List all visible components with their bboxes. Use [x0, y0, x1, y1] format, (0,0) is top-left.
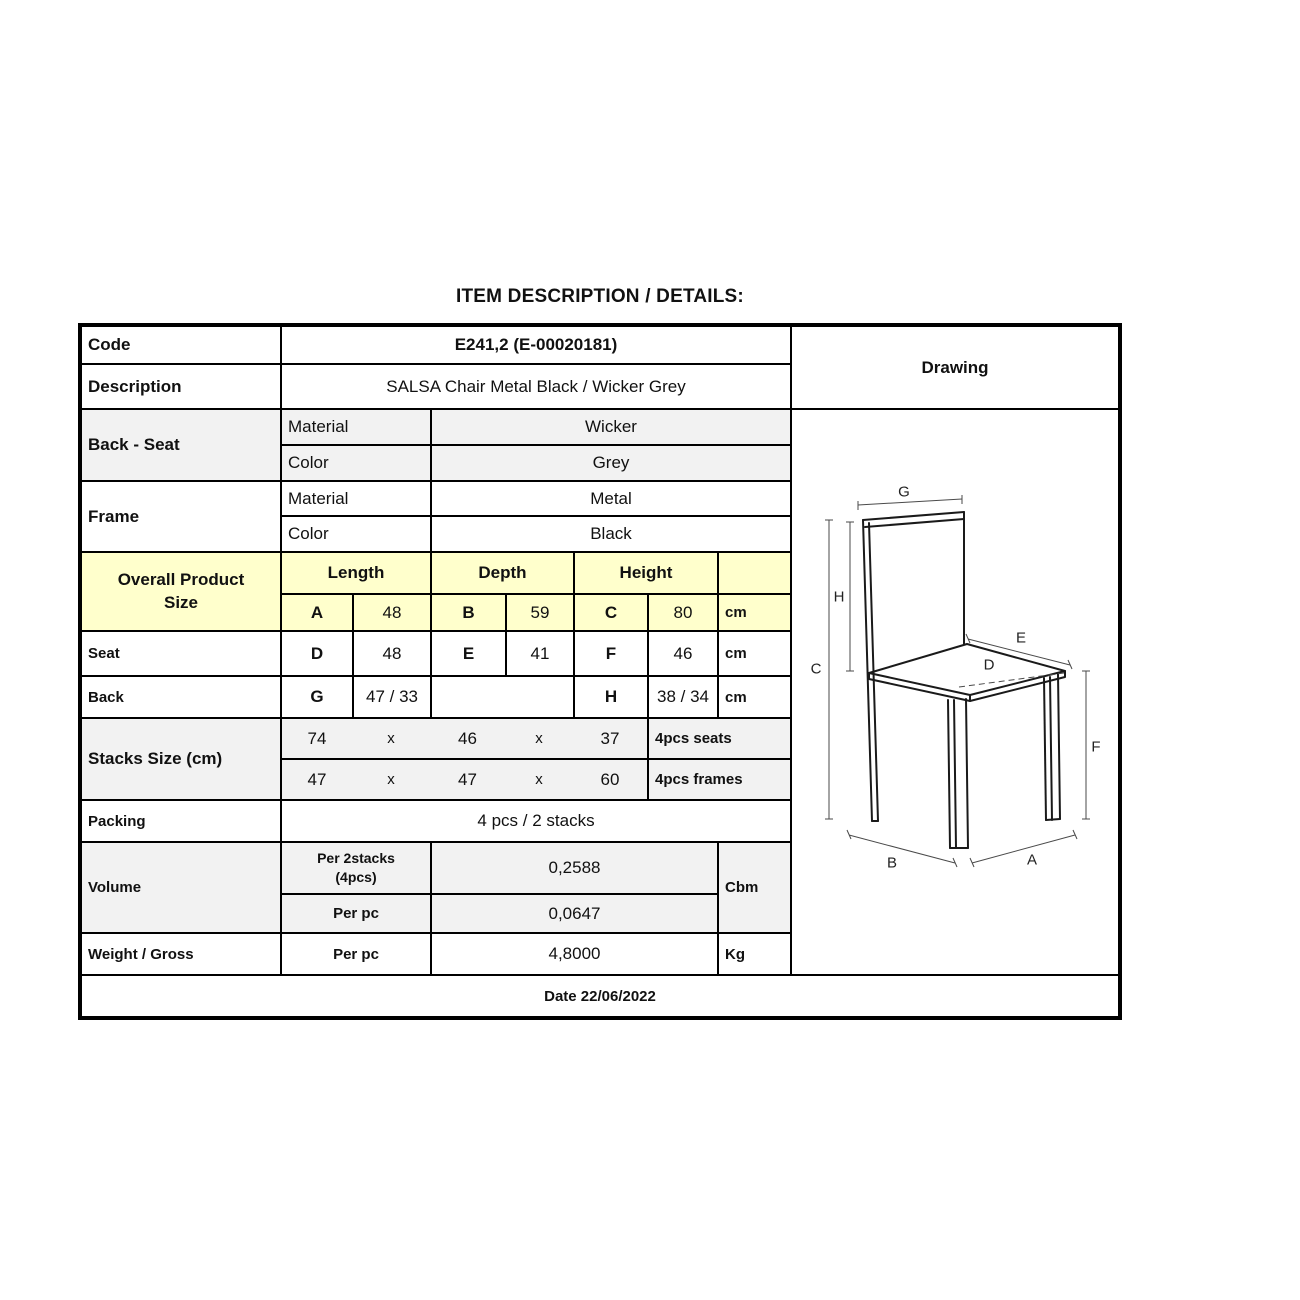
drawing-header: Drawing	[791, 326, 1119, 409]
stacks-row2-v3: 60	[600, 769, 620, 789]
page-title: ITEM DESCRIPTION / DETAILS:	[456, 286, 744, 307]
overall-size-label	[81, 552, 281, 631]
dim-label-f: F	[1091, 738, 1101, 756]
stacks-row2-x2: x	[535, 771, 543, 788]
frame-color-label: Color	[281, 516, 431, 552]
size-unit: cm	[718, 594, 791, 631]
size-a-value: 48	[353, 594, 431, 631]
volume-row1-value: 0,2588	[431, 842, 718, 894]
back-h-key: H	[574, 676, 648, 718]
seat-f-value: 46	[648, 631, 718, 676]
stacks-row1-values	[281, 718, 648, 759]
dim-label-g: G	[898, 483, 910, 501]
stacks-row1-v1: 74	[307, 728, 327, 748]
volume-row1-name	[281, 842, 431, 894]
weight-label: Weight / Gross	[81, 933, 281, 975]
volume-unit: Cbm	[718, 842, 791, 933]
dim-label-b: B	[886, 854, 898, 872]
dim-label-a: A	[1026, 851, 1038, 869]
code-label: Code	[81, 326, 281, 364]
back-g-key: G	[281, 676, 353, 718]
stacks-row2-v2: 47	[458, 769, 477, 789]
chair-drawing-svg	[792, 410, 1119, 975]
volume-row2-value: 0,0647	[431, 894, 718, 933]
stacks-row2-x1: x	[387, 771, 395, 788]
size-b-value: 59	[506, 594, 574, 631]
back-empty-cell	[431, 676, 574, 718]
chair-outline	[863, 512, 1065, 848]
weight-unit: Kg	[718, 933, 791, 975]
size-c-key: C	[574, 594, 648, 631]
back-unit: cm	[718, 676, 791, 718]
seat-d-value: 48	[353, 631, 431, 676]
stacks-row1-v3: 37	[600, 728, 620, 748]
back-seat-material-label: Material	[281, 409, 431, 445]
volume-label: Volume	[81, 842, 281, 933]
back-label: Back	[81, 676, 281, 718]
stacks-row1-x2: x	[535, 730, 543, 747]
frame-color-value: Black	[431, 516, 791, 552]
dim-label-e: E	[1015, 629, 1027, 647]
drawing-area	[791, 409, 1119, 975]
header-length: Length	[281, 552, 431, 594]
packing-value: 4 pcs / 2 stacks	[281, 800, 791, 842]
weight-value: 4,8000	[431, 933, 718, 975]
seat-e-key: E	[431, 631, 506, 676]
dim-label-h: H	[833, 588, 845, 606]
volume-row2-name: Per pc	[281, 894, 431, 933]
back-seat-label: Back - Seat	[81, 409, 281, 481]
header-unit-empty	[718, 552, 791, 594]
back-seat-color-label: Color	[281, 445, 431, 481]
back-g-value: 47 / 33	[353, 676, 431, 718]
size-a-key: A	[281, 594, 353, 631]
overall-size-label-line1: Overall Product	[117, 569, 245, 589]
weight-name: Per pc	[281, 933, 431, 975]
header-height: Height	[574, 552, 718, 594]
seat-unit: cm	[718, 631, 791, 676]
date-footer: Date 22/06/2022	[81, 975, 1119, 1017]
back-seat-color-value: Grey	[431, 445, 791, 481]
size-c-value: 80	[648, 594, 718, 631]
stacks-row1-note: 4pcs seats	[648, 718, 791, 759]
stacks-row2-values	[281, 759, 648, 800]
back-h-value: 38 / 34	[648, 676, 718, 718]
volume-row1-name-line2: (4pcs)	[335, 869, 377, 885]
stacks-row1-v2: 46	[458, 728, 477, 748]
stacks-row2-note: 4pcs frames	[648, 759, 791, 800]
dim-label-c: C	[810, 660, 822, 678]
frame-material-value: Metal	[431, 481, 791, 516]
description-value: SALSA Chair Metal Black / Wicker Grey	[281, 364, 791, 409]
back-seat-material-value: Wicker	[431, 409, 791, 445]
frame-material-label: Material	[281, 481, 431, 516]
header-depth: Depth	[431, 552, 574, 594]
seat-e-value: 41	[506, 631, 574, 676]
description-label: Description	[81, 364, 281, 409]
stacks-row1-x1: x	[387, 730, 395, 747]
seat-d-key: D	[281, 631, 353, 676]
packing-label: Packing	[81, 800, 281, 842]
code-value: E241,2 (E-00020181)	[281, 326, 791, 364]
spec-table	[78, 323, 1122, 1020]
stacks-row2-v1: 47	[307, 769, 327, 789]
seat-f-key: F	[574, 631, 648, 676]
volume-row1-name-line1: Per 2stacks	[317, 850, 395, 867]
size-b-key: B	[431, 594, 506, 631]
overall-size-label-line2: Size	[163, 592, 199, 612]
dim-label-d: D	[983, 656, 995, 674]
frame-label: Frame	[81, 481, 281, 552]
stacks-label: Stacks Size (cm)	[81, 718, 281, 800]
seat-label: Seat	[81, 631, 281, 676]
